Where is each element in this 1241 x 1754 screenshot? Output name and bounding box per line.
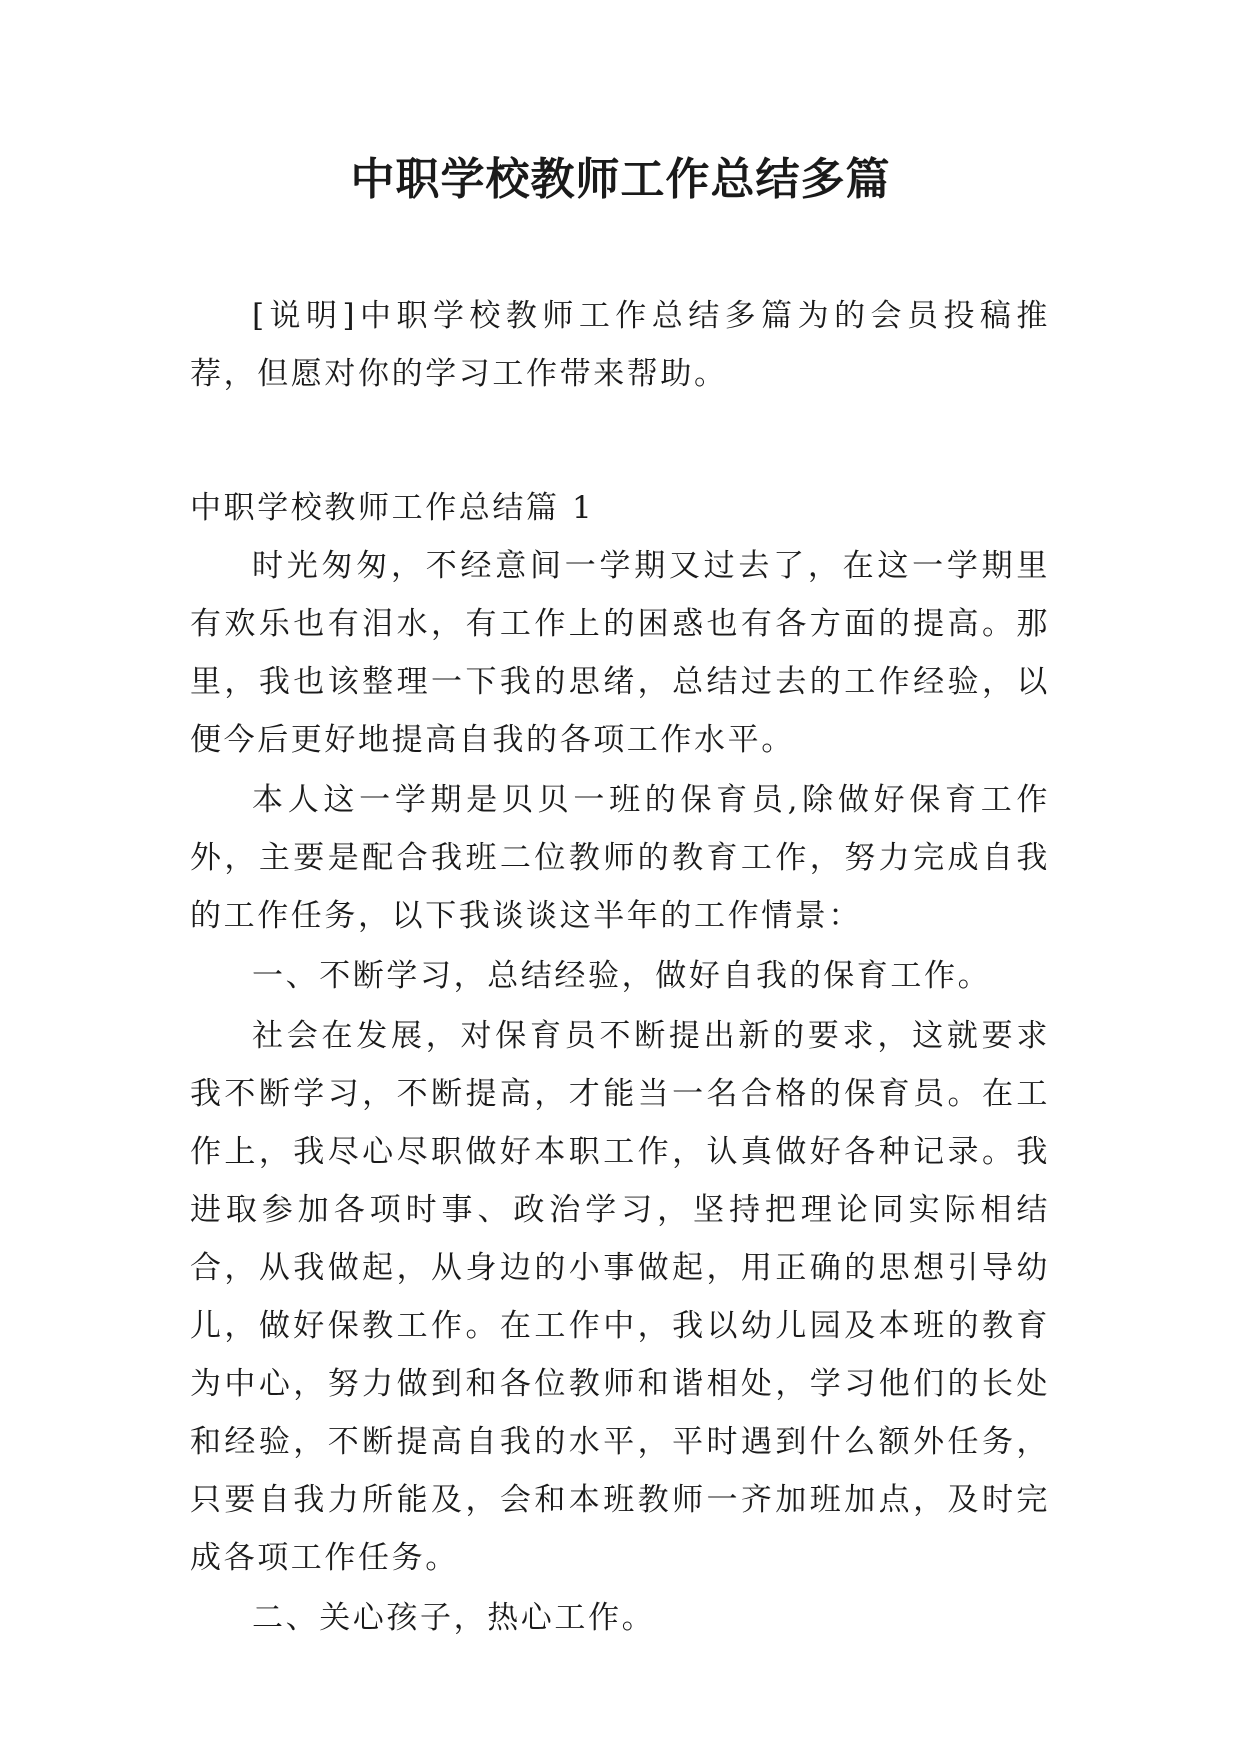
body-paragraph: 时光匆匆，不经意间一学期又过去了，在这一学期里有欢乐也有泪水，有工作上的困惑也有各方面的提高。那里，我也该整理一下我的思绪，总结过去的工作经验，以便今后更好地提高自我的各项工作水平。 xyxy=(190,548,1050,758)
list-heading: 一、不断学习，总结经验，做好自我的保育工作。 xyxy=(252,958,992,994)
body-paragraph: 社会在发展，对保育员不断提出新的要求，这就要求我不断学习，不断提高，才能当一名合格的保育员。在工作上，我尽心尽职做好本职工作，认真做好各种记录。我进取参加各项时事、政治学习，坚持把理论同实际相结合，从我做起，从身边的小事做起，用正确的思想引导幼儿，做好保教工作。在工作中，我以幼儿园及本班的教育为中心，努力做到和各位教师和谐相处，学习他们的长处和经验，不断提高自我的水平，平时遇到什么额外任务，只要自我力所能及，会和本班教师一齐加班加点，及时完成各项工作任务。 xyxy=(190,1018,1050,1576)
list-heading: 二、关心孩子，热心工作。 xyxy=(252,1600,656,1636)
document-body xyxy=(190,287,1050,1647)
document-title: 中职学校教师工作总结多篇 xyxy=(350,154,891,205)
intro-paragraph: [说明]中职学校教师工作总结多篇为的会员投稿推荐，但愿对你的学习工作带来帮助。 xyxy=(190,298,1050,392)
body-paragraph: 本人这一学期是贝贝一班的保育员,除做好保育工作外，主要是配合我班二位教师的教育工作，努力完成自我的工作任务，以下我谈谈这半年的工作情景： xyxy=(190,782,1050,934)
section-heading: 中职学校教师工作总结篇 1 xyxy=(190,490,595,526)
